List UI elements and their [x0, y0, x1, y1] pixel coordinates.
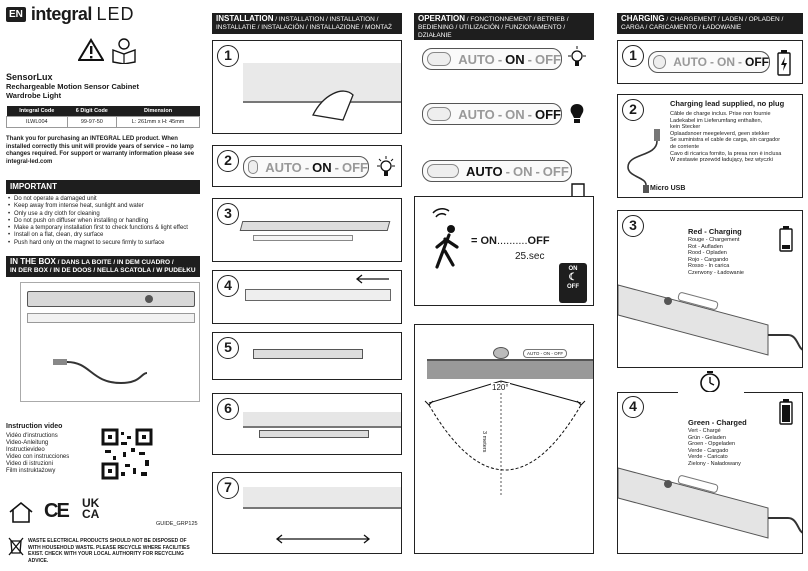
- lead-languages: [670, 111, 781, 164]
- green-lang: Verde - Cargado: [688, 447, 729, 454]
- brand-header: [6, 4, 134, 25]
- battery-low-icon: [778, 225, 794, 253]
- switch-auto-label: AUTO: [458, 106, 495, 122]
- lead-title: Charging lead supplied, no plug: [670, 99, 785, 108]
- installation-title: INSTALLATION: [216, 14, 274, 23]
- red-lang: Rosso - In carica: [688, 263, 730, 270]
- moon-icon: ☾: [568, 272, 578, 283]
- light-bar-charged: [618, 458, 803, 552]
- step-number: 3: [622, 215, 644, 237]
- list-item: • Do not operate a damaged unit: [6, 196, 200, 203]
- list-item: • Only use a dry cloth for cleaning: [6, 211, 200, 218]
- installation-sub1: / INSTALLATION / INSTALLATION /: [273, 16, 379, 23]
- spec-header: 6 Digit Code: [75, 108, 108, 114]
- install-step-3: [212, 198, 402, 262]
- switch-knob: [427, 107, 451, 121]
- mode-switch-auto[interactable]: AUTO - ON - OFF: [422, 48, 562, 70]
- spec-header: Integral Code: [19, 108, 55, 114]
- box-contents-image: [20, 282, 200, 402]
- bulb-on-icon: [568, 103, 586, 125]
- operation-sub2: BEDIENING / UTILIZACIÓN / FUNZIONAMENTO / DZIAŁANIE: [418, 24, 566, 39]
- switch-off-label: OFF: [745, 55, 769, 69]
- in-the-box-sub1: / DANS LA BOITE / IN DEM CUADRO /: [55, 259, 174, 266]
- product-subtitle-2: Wardrobe Light: [6, 91, 62, 100]
- mode-switch-on[interactable]: AUTO - ON - OFF: [243, 156, 369, 178]
- pir-sensor: [493, 347, 509, 359]
- switch-knob: [427, 164, 459, 178]
- spec-cell: ILWL004: [7, 117, 68, 128]
- switch-auto-label: AUTO: [466, 163, 503, 179]
- switch-on-label: ON: [717, 55, 735, 69]
- lead-lang: Cavo di ricarica fornito, la presa non è inclusa: [670, 150, 782, 157]
- double-arrow-icon: [273, 533, 373, 545]
- detection-cone: [415, 375, 594, 515]
- operation-auto-panel: [414, 40, 594, 78]
- switch-auto-label: AUTO: [458, 51, 495, 67]
- charging-header: [617, 13, 803, 34]
- charging-column: [617, 0, 803, 571]
- spec-header: Dimension: [144, 108, 173, 114]
- red-lang: Rood - Opladen: [688, 250, 727, 257]
- ce-mark: CE: [44, 500, 68, 522]
- important-list: [6, 196, 200, 247]
- green-lang: Verde - Caricato: [688, 454, 728, 461]
- qr-code[interactable]: [101, 428, 153, 480]
- step-number: 6: [217, 398, 239, 420]
- list-item: • Install on a flat, clean, dry surface: [6, 232, 200, 239]
- cabinet-shelf: [243, 412, 402, 428]
- language-badge: EN: [6, 7, 26, 22]
- thanks-text: Thank you for purchasing an INTEGRAL LED product. When installed correctly this unit will provide years of service – no lamp changes required. For support or warranty information please see integral-led.com: [6, 136, 195, 165]
- switch-auto-label: AUTO: [673, 55, 707, 69]
- red-lang: Rot - Aufladen: [688, 243, 723, 250]
- red-lang: Rojo - Cargando: [688, 256, 729, 263]
- red-title: Red - Charging: [688, 227, 742, 236]
- switch-on-label: ON: [312, 159, 332, 175]
- angle-label: 120°: [492, 383, 509, 392]
- install-step-7: [212, 472, 402, 554]
- brand-name: integral: [30, 4, 92, 24]
- lead-lang: Ladekabel im Lieferumfang enthalten,: [670, 117, 763, 124]
- spec-cell: L: 261mm x H: 45mm: [117, 117, 200, 128]
- arrow-left-icon: [353, 273, 393, 285]
- green-lang: Groen - Opgeladen: [688, 441, 736, 448]
- read-manual-icon: [110, 36, 138, 64]
- ukca-mark: [82, 498, 99, 520]
- product-subtitle-1: Rechargeable Motion Sensor Cabinet: [6, 82, 139, 91]
- step-number: 1: [217, 45, 239, 67]
- in-the-box-sub2: IN DER BOX / IN DE DOOS / NELLA SCATOLA / W PUDEŁKU: [10, 267, 196, 274]
- installation-sub2: INSTALLATIE / INSTALACIÓN / INSTALLAZIONE / MONTAŻ: [216, 24, 393, 31]
- lead-lang: kein Stecker: [670, 124, 701, 131]
- video-lang: Vidéo d'instructions: [6, 433, 58, 439]
- lead-lang: Oplaadsnoer meegeleverd, geen stekker: [670, 130, 770, 137]
- charging-sub2: CARGA / CARICAMENTO / ŁADOWANIE: [621, 24, 742, 31]
- lead-lang: Câble de charge inclus. Prise non fournie: [670, 111, 771, 117]
- badge-on: ON: [568, 266, 578, 272]
- mode-switch-off[interactable]: AUTO - ON - OFF: [422, 103, 562, 125]
- sensor-dot: [145, 295, 153, 303]
- step-number: 4: [217, 275, 239, 297]
- light-sensor-icon: [566, 46, 588, 70]
- switch-auto-label: AUTO: [265, 159, 302, 175]
- cabinet-underside-7: [243, 487, 402, 509]
- switch-knob: [653, 55, 666, 69]
- lead-lang: Se suministra el cable de carga, sin cargador: [670, 137, 781, 144]
- sensor-switch-small: AUTO - ON - OFF: [523, 349, 567, 358]
- timeline-dots: ..........: [496, 235, 528, 247]
- step-number: 2: [217, 150, 239, 172]
- step-number: 1: [622, 45, 644, 67]
- warning-icon: [78, 38, 104, 62]
- operation-off-panel: [414, 95, 594, 133]
- switch-off-label: OFF: [535, 51, 561, 67]
- lead-lang: de corriente: [670, 143, 700, 150]
- install-step-2: [212, 145, 402, 187]
- mode-switch-auto-selected[interactable]: AUTO - ON - OFF: [422, 160, 572, 182]
- video-lang: Instructievideo: [6, 447, 45, 453]
- micro-usb-label: Micro USB: [650, 185, 686, 192]
- operation-sub1: / FONCTIONNEMENT / BETRIEB /: [464, 16, 569, 23]
- adhesive-strip: [245, 289, 391, 301]
- video-languages: [6, 433, 69, 475]
- installation-header: [212, 13, 402, 34]
- in-the-box-header: [6, 256, 200, 277]
- weee-bin-icon: [8, 536, 24, 556]
- install-step-1: [212, 40, 402, 134]
- step-number: 7: [217, 477, 239, 499]
- switch-knob: [248, 160, 258, 174]
- weee-notice: WASTE ELECTRICAL PRODUCTS SHOULD NOT BE DISPOSED OF WITH HOUSEHOLD WASTE. PLEASE RECYCLE WHERE FACILITIES EXIST. CHECK WITH YOUR LOCAL AUTHORITY FOR RECYCLING ADVICE.: [28, 538, 190, 564]
- install-step-5: [212, 332, 402, 380]
- house-icon: [8, 500, 34, 524]
- step-number: 3: [217, 203, 239, 225]
- step-number: 4: [622, 396, 644, 418]
- video-lang: Video di istruzioni: [6, 461, 53, 467]
- operation-column: [414, 0, 594, 571]
- step-number: 2: [622, 99, 644, 121]
- motion-detection-panel: [414, 196, 594, 306]
- backing-tape: [253, 235, 353, 241]
- light-bar: [27, 291, 195, 307]
- switch-off-label: OFF: [542, 163, 569, 179]
- brand-name-led: LED: [96, 4, 135, 24]
- green-title: Green - Charged: [688, 418, 747, 427]
- install-step-4: [212, 270, 402, 324]
- operation-title: OPERATION: [418, 14, 465, 23]
- badge-off: OFF: [567, 284, 579, 290]
- operation-header: [414, 13, 594, 42]
- product-name: SensorLux: [6, 72, 53, 82]
- battery-full-icon: [778, 398, 794, 426]
- light-bar-mounted: [259, 430, 369, 438]
- in-the-box-title: IN THE BOX: [10, 257, 56, 266]
- panel-top-left: [618, 392, 678, 393]
- charging-title: CHARGING: [621, 14, 665, 23]
- detection-range-panel: [414, 324, 594, 554]
- light-on-icon: [375, 156, 397, 180]
- switch-on-label: ON: [505, 106, 525, 122]
- lead-lang: W zestawie przewód ładujący, bez wtyczki: [670, 157, 773, 164]
- timer-icon: [699, 370, 721, 394]
- light-bar-mount: [253, 349, 363, 359]
- ukca-top: UK: [82, 496, 100, 510]
- list-item: • Keep away from intense heat, sunlight and water: [6, 203, 200, 210]
- green-lang: Zielony - Naładowany: [688, 460, 741, 467]
- ukca-bottom: CA: [82, 507, 100, 521]
- spec-cell: 99-97-50: [67, 117, 117, 128]
- list-item: • Do not push on diffuser when installing or handling: [6, 218, 200, 225]
- charge-step-3: [617, 210, 803, 368]
- step-number: 5: [217, 337, 239, 359]
- list-item: • Push hard only on the magnet to secure firmly to surface: [6, 240, 200, 247]
- off-label: OFF: [527, 235, 550, 247]
- switch-on-label: ON: [512, 163, 533, 179]
- battery-charging-icon: [776, 49, 792, 77]
- charge-step-4: [617, 392, 803, 554]
- switch-knob: [427, 52, 451, 66]
- red-lang: Rouge - Chargement: [688, 237, 740, 243]
- spec-table: [6, 106, 200, 128]
- list-item: • Make a temporary installation first to check functions & light effect: [6, 225, 200, 232]
- switch-off-label: OFF: [535, 106, 561, 122]
- video-title: Instruction video: [6, 423, 63, 430]
- charge-step-1: [617, 40, 803, 84]
- install-step-6: [212, 393, 402, 455]
- charging-sub1: / CHARGEMENT / LADEN / OPLADEN /: [664, 16, 784, 23]
- switch-on-label: ON: [505, 51, 525, 67]
- green-lang: Grün - Geladen: [688, 434, 726, 441]
- guide-code: GUIDE_GRP125: [156, 521, 198, 527]
- installation-column: [212, 0, 402, 571]
- mode-switch-charge[interactable]: AUTO - ON - OFF: [648, 51, 770, 73]
- on-off-timeline: [471, 235, 550, 247]
- video-lang: Video-Anleitung: [6, 440, 49, 446]
- magnet-strip-peel: [240, 221, 391, 231]
- video-lang: Film instruktażowy: [6, 468, 56, 474]
- red-lang: Czerwony - Ładowanie: [688, 269, 744, 276]
- motion-person-icon: [423, 207, 475, 277]
- switch-off-label: OFF: [342, 159, 368, 175]
- day-night-badge: [559, 263, 587, 303]
- usb-cable-icon: [51, 353, 151, 393]
- red-languages: [688, 237, 744, 277]
- important-header: IMPORTANT: [6, 180, 200, 194]
- light-bar-charging: [618, 275, 803, 368]
- product-info-column: [6, 0, 200, 571]
- panel-top-right: [744, 392, 803, 393]
- delay-label: 25.sec: [515, 251, 545, 262]
- video-lang: Video con instrucciones: [6, 454, 70, 460]
- brand-logo: [31, 4, 135, 25]
- magnet-strip: [27, 313, 195, 323]
- wipe-hand-icon: [303, 75, 363, 125]
- distance-label: 3 meters: [481, 431, 487, 453]
- green-lang: Vert - Chargé: [688, 428, 721, 434]
- charge-step-2: [617, 94, 803, 198]
- on-label: = ON: [471, 235, 497, 247]
